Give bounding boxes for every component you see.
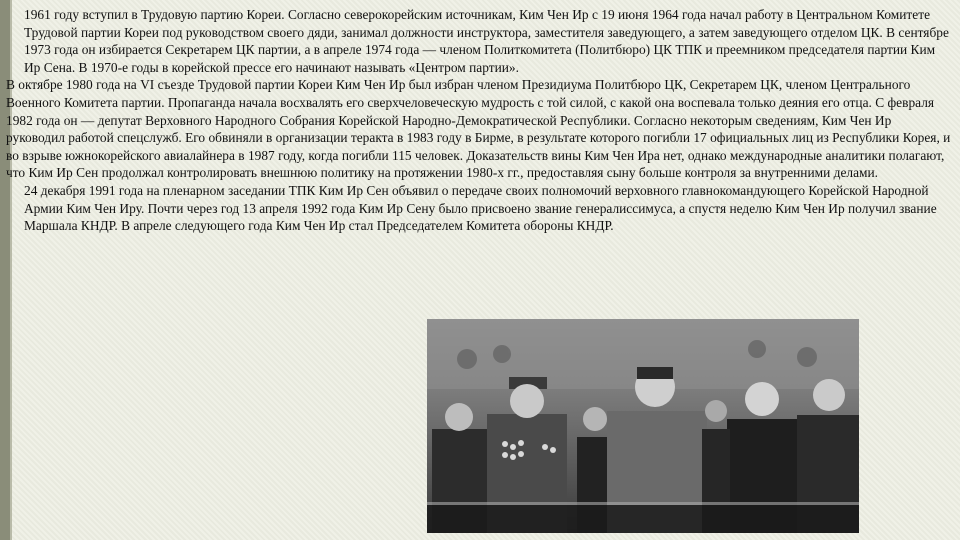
group-photo-icon [427, 319, 859, 533]
paragraph-3: 24 декабря 1991 года на пленарном заседании ТПК Ким Ир Сен объявил о передаче своих полномочий верховного главнокомандующего Корейской Народной Армии Ким Чен Иру. Почти через год 13 апреля 1992 года Ким Ир Сену было присвоено звание генералиссимуса, а спустя неделю Ким Чен Ир получил звание Маршала КНДР. В апреле следующего года Ким Чен Ир стал Председателем Комитета обороны КНДР. [24, 182, 937, 234]
paragraph-2: В октябре 1980 года на VI съезде Трудовой партии Кореи Ким Чен Ир был избран членом Президиума Политбюро ЦК, Секретарем ЦК, членом Центрального Военного Комитета партии. Пропаганда начала восхвалять его сверхчеловеческую мудрость с той силой, с какой она воспевала только деяния его отца. С февраля 1982 года он — депутат Верховного Народного Собрания Корейской Народно-Демократической Республики. Согласно некоторым сведениям, Ким Чен Ир руководил работой спецслужб. Его обвиняли в организации теракта в 1983 году в Бирме, в результате которого погибли 17 официальных лиц из Республики Корея, и во взрыве южнокорейского авиалайнера в 1987 году, когда погибли 115 человек. Доказательств вины Ким Чен Ира нет, однако международные аналитики полагают, что Ким Ир Сен продолжал контролировать внешнюю политику на протяжении 1980-х гг., предоставляя сыну больше контроля за внутренними делами. [6, 77, 951, 181]
group-photo [427, 319, 859, 533]
body-text [6, 6, 952, 235]
paragraph-1: 1961 году вступил в Трудовую партию Кореи. Согласно северокорейским источникам, Ким Чен Ир с 19 июня 1964 года начал работу в Центральном Комитете Трудовой партии Кореи под руководством своего дяди, занимал должности инструктора, заместителя заведующего, а затем заведующего отделом ЦК. В сентябре 1973 года он избирается Секретарем ЦК партии, а в апреле 1974 года — членом Политкомитета (Политбюро) ЦК ТПК и преемником председателя партии Ким Ир Сена. В 1970-е годы в корейской прессе его начинают называть «Центром партии». [24, 7, 949, 75]
